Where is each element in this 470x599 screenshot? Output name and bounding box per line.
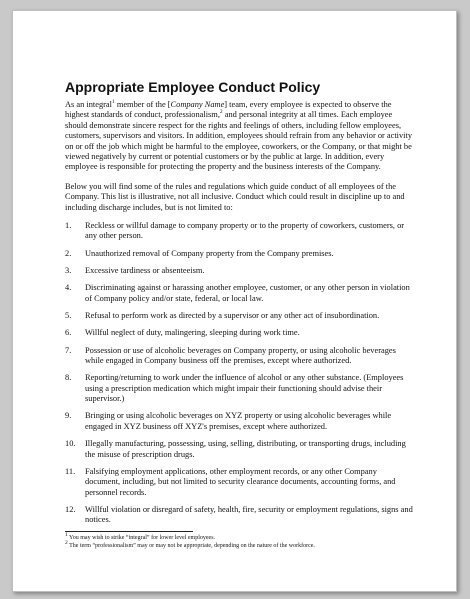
intro-text-4: and personal integrity at all times. Each employee should demonstrate sincere respect for the rights and feelings of others, including fellow employees, customers, supervisors and visitors. In addition, employees should refrain from any behavior or activity on or off the job which might be harmful to the employee, coworkers, or the Company, or that might be viewed negatively by current or potential customers or by the public at large. In addition, every employee is responsible for protecting the property and the business interests of the Company. [65, 110, 413, 172]
list-item-text: Willful violation or disregard of safety, health, fire, security or employment regulations, signs and notices. [85, 504, 413, 525]
list-item-text: Excessive tardiness or absenteeism. [85, 266, 205, 276]
list-item-number: 3. [65, 266, 72, 276]
footnote-divider [65, 531, 193, 532]
conduct-rules-list [65, 221, 413, 526]
list-item-text: Possession or use of alcoholic beverages on Company property, or using alcoholic beverages while engaged in Company business off the premises, except where authorized. [85, 345, 396, 366]
list-item-text: Unauthorized removal of Company property from the Company premises. [85, 248, 334, 258]
list-item [65, 221, 413, 242]
list-item [65, 346, 413, 367]
list-item-text: Reporting/returning to work under the influence of alcohol or any other substance. (Employees using a prescription medication which might impair their functioning should advise their supervisor.) [85, 373, 404, 404]
list-item [65, 266, 413, 276]
footnote-mark: 2 [65, 539, 68, 546]
list-item-number: 4. [65, 283, 72, 293]
list-item-text: Reckless or willful damage to company property or to the property of coworkers, customers, or any other person. [85, 221, 405, 241]
list-item-text: Refusal to perform work as directed by a supervisor or any other act of insubordination. [85, 311, 380, 321]
intro-text-2: member of the [ [114, 100, 171, 109]
rules-intro-paragraph: Below you will find some of the rules and regulations which guide conduct of all employees of the Company. This list is illustrative, not all inclusive. Conduct which could result in discipline up to and including discharge includes, but is not limited to: [65, 181, 405, 212]
list-item-number: 12. [65, 504, 76, 514]
list-item-number: 8. [65, 373, 72, 383]
list-item-text: Discriminating against or harassing another employee, customer, or any other person in violation of Company policy and/or state, federal, or local law. [85, 283, 410, 303]
list-item-number: 7. [65, 345, 72, 355]
list-item-number: 9. [65, 411, 72, 421]
footnote-ref-1: 1 [111, 99, 115, 106]
list-item [65, 328, 413, 338]
footnotes [65, 531, 413, 550]
list-item [65, 249, 413, 259]
footnote-text: You may wish to strike “integral” for lower level employees. [67, 535, 216, 541]
intro-text-3: ] team, every employee is expected to observe the highest standards of conduct, professionalism, [65, 100, 392, 120]
document-body [65, 79, 413, 533]
list-item [65, 505, 413, 526]
list-item-number: 5. [65, 311, 72, 321]
footnote-2 [65, 539, 413, 551]
list-item [65, 411, 413, 432]
list-item-number: 10. [65, 439, 76, 449]
list-item-text: Falsifying employment applications, other employment records, or any other Company document, including, but not limited to security clearance documents, accounting forms, and personnel records. [85, 466, 396, 497]
company-name-placeholder: Company Name [170, 100, 225, 109]
list-item-text: Bringing or using alcoholic beverages on XYZ property or using alcoholic beverages while engaged in XYZ business off XYZ's premises, except where authorized. [85, 411, 392, 431]
footnote-mark: 1 [65, 532, 68, 538]
list-item [65, 311, 413, 321]
list-item [65, 467, 413, 498]
document-title: Appropriate Employee Conduct Policy [65, 79, 321, 95]
list-item [65, 439, 413, 460]
list-item-text: Willful neglect of duty, malingering, sleeping during work time. [85, 328, 300, 338]
list-item [65, 373, 413, 404]
list-item [65, 283, 413, 304]
list-item-number: 11. [65, 466, 76, 476]
list-item-text: Illegally manufacturing, possessing, using, selling, distributing, or transporting drugs, including the misuse of prescription drugs. [85, 439, 406, 459]
document-page [12, 10, 457, 592]
footnote-text: The term “professionalism” may or may not be appropriate, depending on the nature of the workforce. [67, 542, 315, 549]
list-item-number: 6. [65, 328, 72, 338]
footnote-1 [65, 532, 413, 543]
intro-text-1: As an integral [65, 100, 112, 109]
list-item-number: 2. [65, 248, 72, 258]
list-item-number: 1. [65, 221, 72, 231]
intro-paragraph [65, 100, 413, 173]
footnote-ref-2: 2 [219, 109, 223, 116]
